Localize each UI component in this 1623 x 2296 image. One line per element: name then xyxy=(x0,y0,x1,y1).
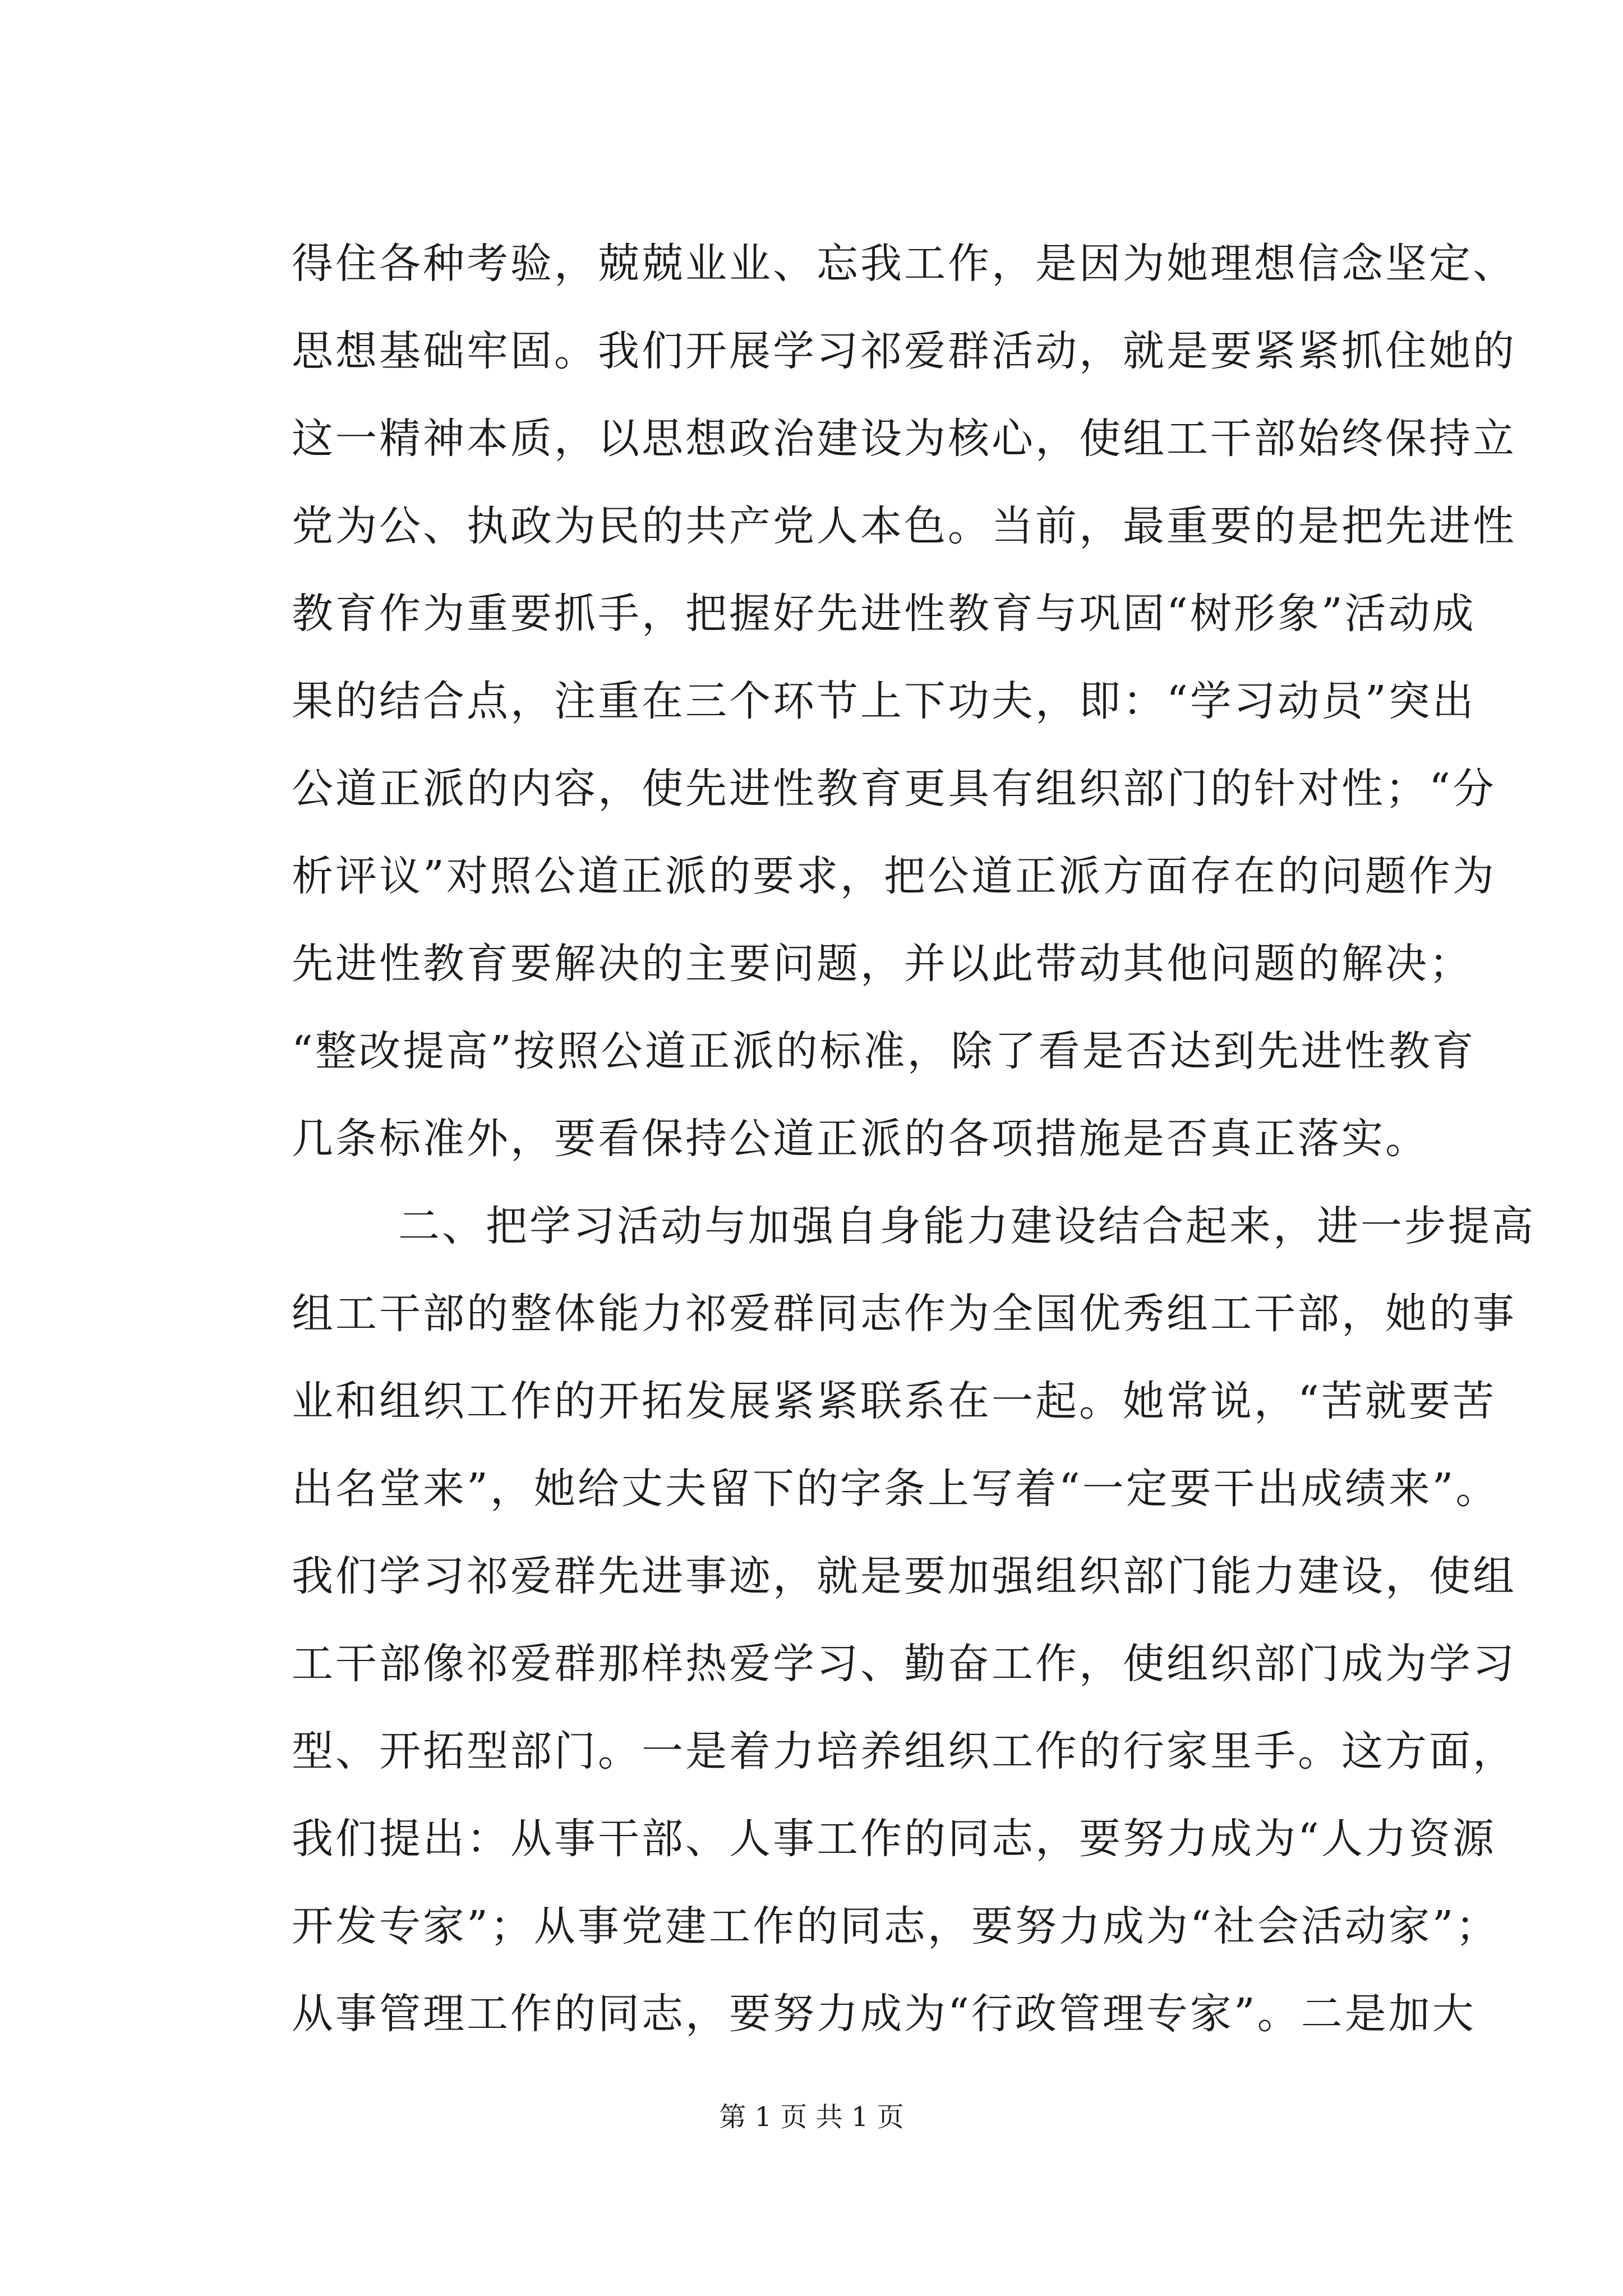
text-line: 出名堂来”，她给丈夫留下的字条上写着“一定要干出成绩来”。 xyxy=(292,1465,1500,1513)
text-line: 开发专家”；从事党建工作的同志，要努力成为“社会活动家”； xyxy=(292,1902,1500,1950)
text-line: 业和组织工作的开拓发展紧紧联系在一起。她常说，“苦就要苦 xyxy=(292,1377,1496,1425)
text-line: 几条标准外，要看保持公道正派的各项措施是否真正落实。 xyxy=(292,1115,1429,1163)
text-line: 析评议”对照公道正派的要求，把公道正派方面存在的问题作为 xyxy=(292,852,1496,900)
text-line: “整改提高”按照公道正派的标准，除了看是否达到先进性教育 xyxy=(292,1027,1476,1075)
text-line: 果的结合点，注重在三个环节上下功夫，即：“学习动员”突出 xyxy=(292,677,1476,725)
text-line: 我们提出：从事干部、人事工作的同志，要努力成为“人力资源 xyxy=(292,1815,1496,1863)
text-line: 型、开拓型部门。一是着力培养组织工作的行家里手。这方面， xyxy=(292,1727,1516,1775)
text-line: 思想基础牢固。我们开展学习祁爱群活动，就是要紧紧抓住她的 xyxy=(292,327,1516,375)
text-line: 组工干部的整体能力祁爱群同志作为全国优秀组工干部，她的事 xyxy=(292,1290,1516,1338)
text-line: 党为公、执政为民的共产党人本色。当前，最重要的是把先进性 xyxy=(292,502,1516,550)
text-line: 我们学习祁爱群先进事迹，就是要加强组织部门能力建设，使组 xyxy=(292,1552,1516,1600)
page-footer: 第 1 页 共 1 页 xyxy=(719,2101,904,2133)
text-line: 工干部像祁爱群那样热爱学习、勤奋工作，使组织部门成为学习 xyxy=(292,1640,1516,1688)
text-line: 得住各种考验，兢兢业业、忘我工作，是因为她理想信念坚定、 xyxy=(292,240,1516,288)
text-line: 从事管理工作的同志，要努力成为“行政管理专家”。二是加大 xyxy=(292,1990,1476,2038)
text-line: 先进性教育要解决的主要问题，并以此带动其他问题的解决； xyxy=(292,940,1473,988)
text-line: 公道正派的内容，使先进性教育更具有组织部门的针对性；“分 xyxy=(292,765,1496,813)
text-line: 这一精神本质，以思想政治建设为核心，使组工干部始终保持立 xyxy=(292,415,1516,463)
text-line: 教育作为重要抓手，把握好先进性教育与巩固“树形象”活动成 xyxy=(292,590,1476,638)
paragraph-first-line: 二、把学习活动与加强自身能力建设结合起来，进一步提高 xyxy=(398,1202,1536,1250)
